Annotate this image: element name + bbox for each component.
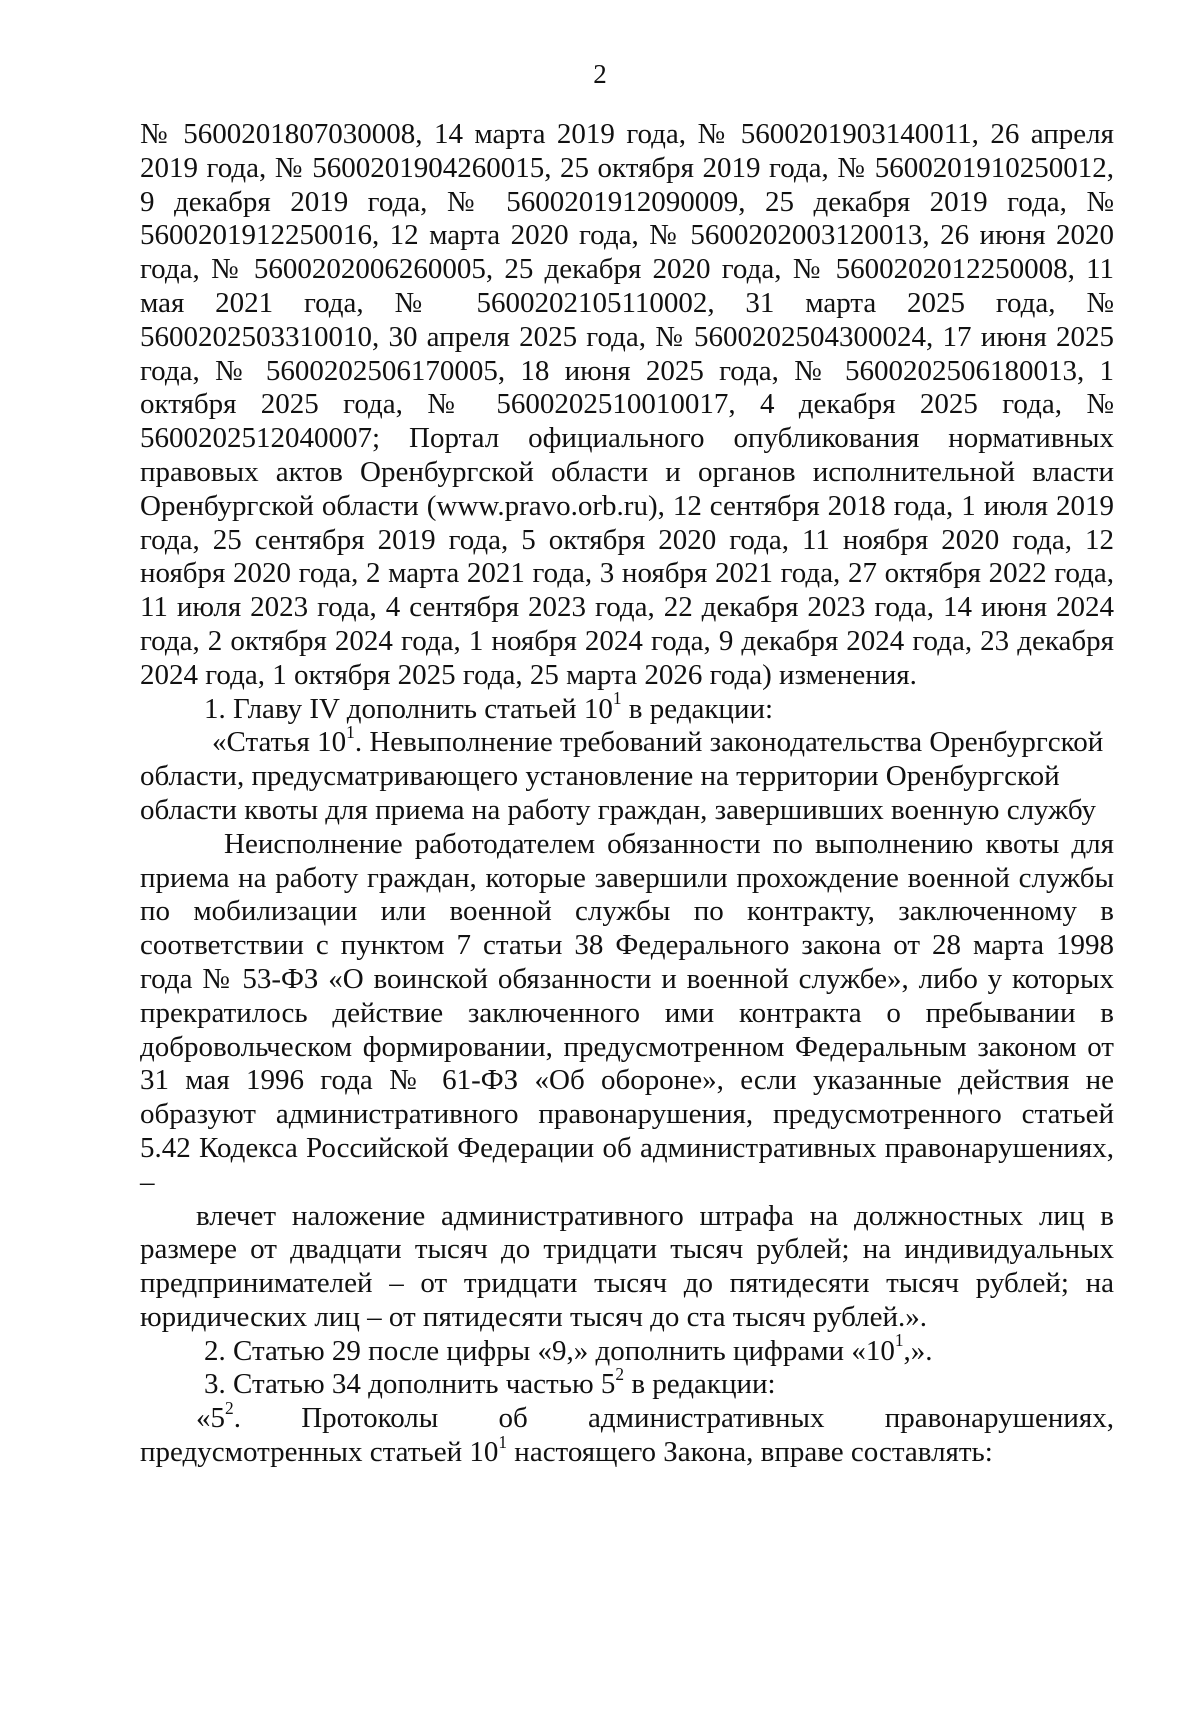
article-body: Неисполнение работодателем обязанности по выполнению квоты для приема на работу граждан, которые завершили прохождение военной службы по мобилизации или военной службы по контракту, заключенному в соответствии с пунктом 7 статьи 38 Федерального закона от 28 марта 1998 года № 53-ФЗ «О воинской обязанности и военной службе», либо у которых прекратилось действие заключенного ими контракта о пребывании в добровольческом формировании, предусмотренном Федеральным законом от 31 мая 1996 года № 61-ФЗ «Об обороне», если указанные действия не образуют административного правонарушения, предусмотренного статьей 5.42 Кодекса Российской Федерации об административных правонарушениях, –: [140, 827, 1114, 1198]
item-1-text: 1. Главу IV дополнить статьей 10: [204, 692, 613, 725]
article-title-start: «Статья 10: [212, 726, 347, 759]
paragraph-item-3-text: [140, 1398, 1114, 1470]
paragraph-item-1: [140, 688, 1114, 727]
item-3-middle: . Протоколы об административных правонарушениях, предусмотренных статьей 10: [140, 1402, 1114, 1469]
item-1-superscript: 1: [612, 688, 622, 709]
item-2-tail: ,».: [903, 1334, 933, 1367]
article-title-superscript: 1: [346, 722, 355, 743]
item-3-end: настоящего Закона, вправе составлять:: [507, 1436, 993, 1469]
page-number: 2: [593, 59, 607, 89]
item-2-superscript: 1: [894, 1330, 904, 1351]
item-2-text: 2. Статью 29 после цифры «9,» дополнить цифрами «10: [204, 1334, 895, 1367]
item-3-open: «5: [196, 1402, 225, 1435]
item-3-tail: в редакции:: [624, 1368, 776, 1401]
article-title: [140, 722, 1114, 827]
item-1-tail: в редакции:: [621, 692, 774, 725]
paragraph-intro: № 5600201807030008, 14 марта 2019 года, № 5600201903140011, 26 апреля 2019 года, № 5600201904260015, 25 октября 2019 года, № 5600201910250012, 9 декабря 2019 года, № 5600201912090009, 25 декабря 2019 года, № 5600201912250016, 12 марта 2020 года, № 5600202003120013, 26 июня 2020 года, № 5600202006260005, 25 декабря 2020 года, № 5600202012250008, 11 мая 2021 года, № 5600202105110002, 31 марта 2025 года, № 5600202503310010, 30 апреля 2025 года, № 5600202504300024, 17 июня 2025 года, № 5600202506170005, 18 июня 2025 года, № 5600202506180013, 1 октября 2025 года, № 5600202510010017, 4 декабря 2025 года, № 5600202512040007; Портал официального опубликования нормативных правовых актов Оренбургской области и органов исполнительной власти Оренбургской области (www.pravo.orb.ru), 12 сентября 2018 года, 1 июля 2019 года, 25 сентября 2019 года, 5 октября 2020 года, 11 ноября 2020 года, 12 ноября 2020 года, 2 марта 2021 года, 3 ноября 2021 года, 27 октября 2022 года, 11 июля 2023 года, 4 сентября 2023 года, 22 декабря 2023 года, 14 июня 2024 года, 2 октября 2024 года, 1 ноября 2024 года, 9 декабря 2024 года, 23 декабря 2024 года, 1 октября 2025 года, 25 марта 2026 года) изменения.: [140, 118, 1114, 691]
document-body: [140, 118, 1114, 1470]
item-3-superscript-1: 2: [225, 1398, 234, 1419]
item-3-text: 3. Статью 34 дополнить частью 5: [204, 1368, 616, 1401]
paragraph-item-3: [140, 1364, 1114, 1402]
item-3-superscript: 2: [615, 1364, 625, 1385]
article-penalty: влечет наложение административного штрафа на должностных лиц в размере от двадцати тысяч до тридцати тысяч рублей; на индивидуальных предпринимателей – от тридцати тысяч до пятидесяти тысяч рублей; на юридических лиц – от пятидесяти тысяч до ста тысяч рублей.».: [140, 1199, 1114, 1333]
article-title-rest: . Невыполнение требований законодательства Оренбургской области, предусматривающего установление на территории Оренбургской области квоты для приема на работу граждан, завершивших военную службу: [140, 726, 1104, 826]
item-3-superscript-2: 1: [498, 1431, 508, 1452]
paragraph-item-2: [140, 1330, 1114, 1369]
